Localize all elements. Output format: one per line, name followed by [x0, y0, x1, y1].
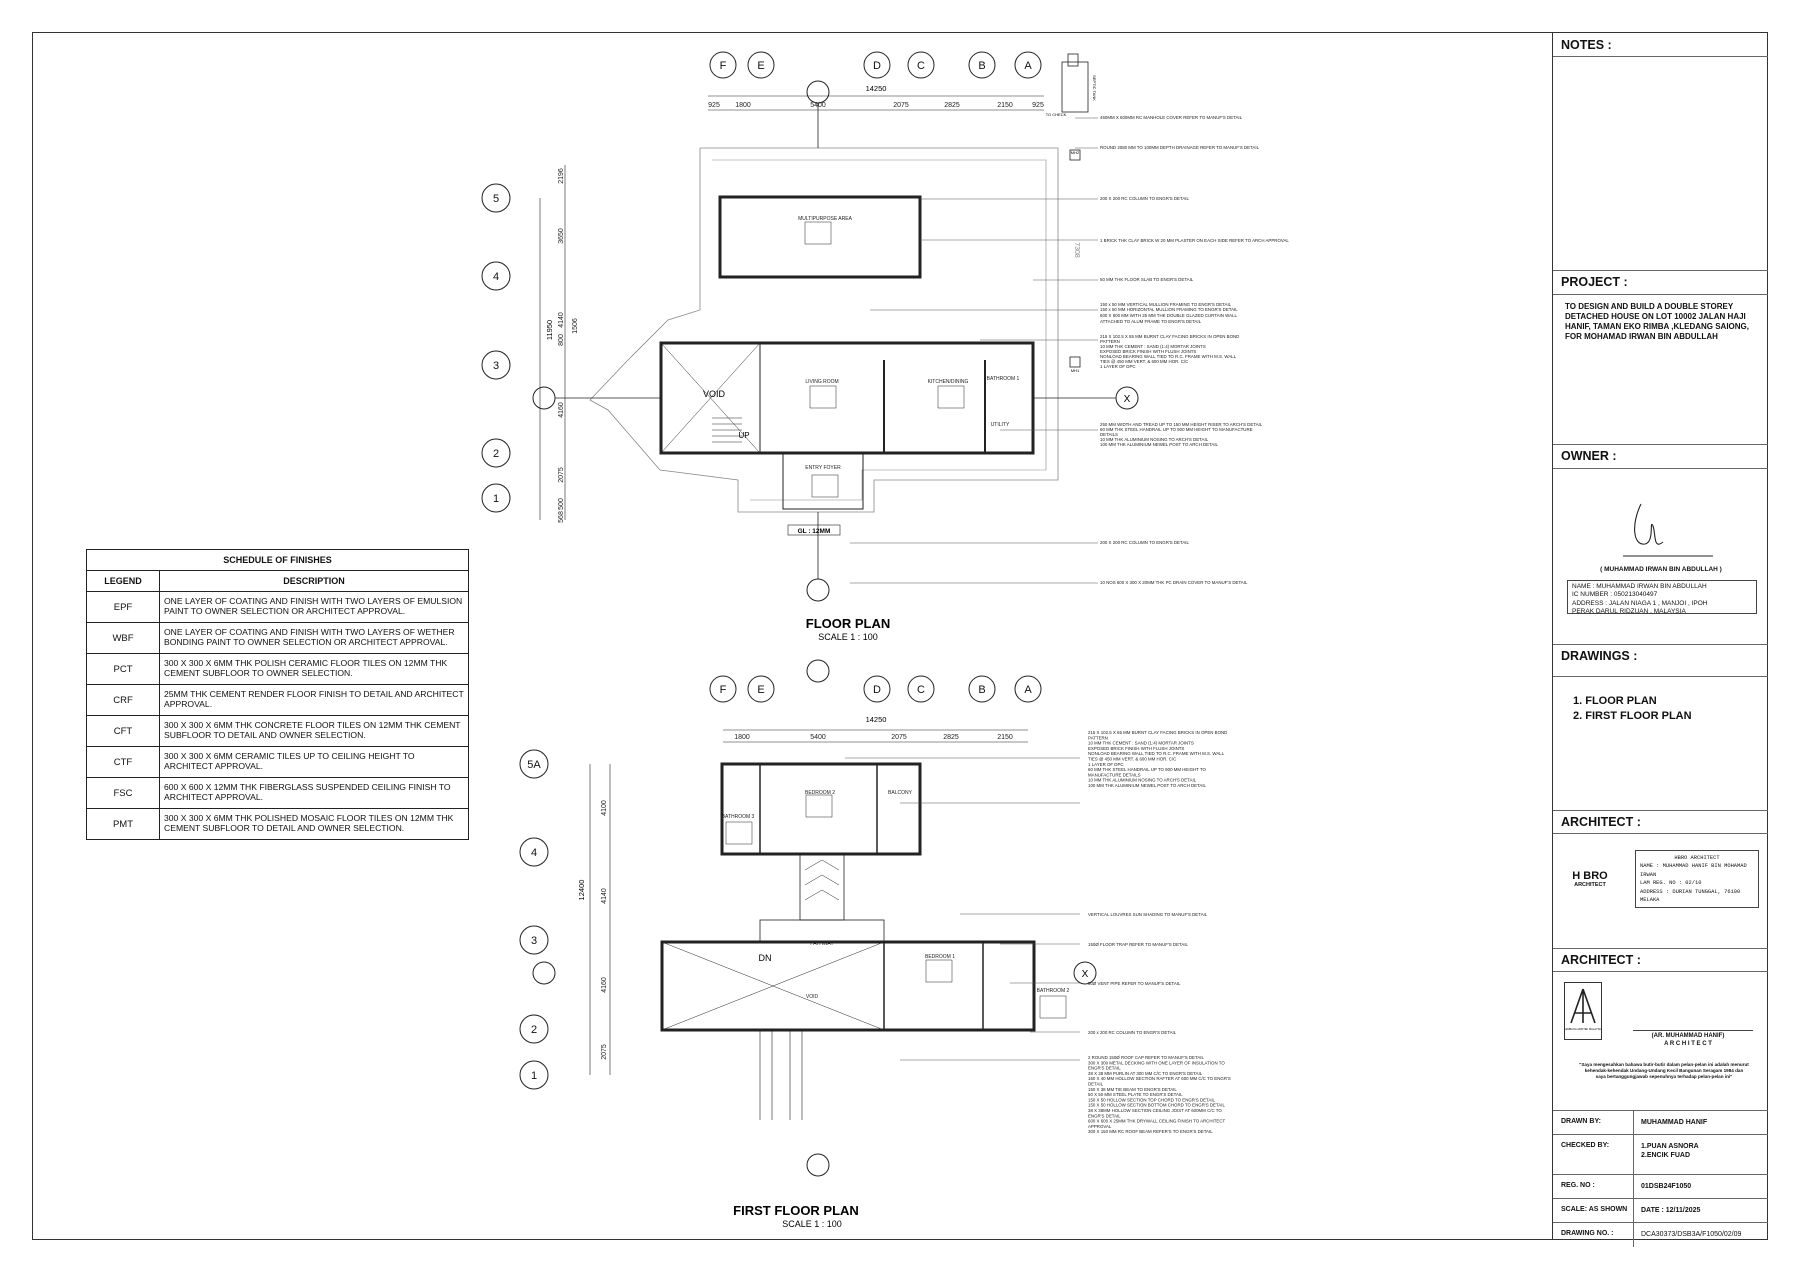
note-line: DETAILS [1100, 432, 1118, 437]
ff-dimension-label: 2075 [601, 1044, 608, 1060]
grid-column-label: E [757, 60, 765, 72]
drawn-by-row [1553, 1110, 1768, 1135]
note-line: 100 MM THK ALUMINIUM NEWEL POST TO ARCH DETAIL [1100, 442, 1219, 447]
note-line: 1 BRICK THK CLAY BRICK W 20 MM PLASTER ON EACH SIDE REFER TO ARCH APPROVAL [1100, 238, 1289, 243]
grid-column-label: B [978, 60, 986, 72]
note-line: 50 MM THK FLOOR SLAB TO ENGR'S DETAIL [1100, 277, 1194, 282]
reg-no-row [1553, 1174, 1768, 1199]
note-line: NONLOAD BEARING WALL TIED TO R.C. FRAME WITH M.S. WALL [1100, 354, 1237, 359]
drawing-no-value: DCA30373/DSB3A/F1050/02/09 [1641, 1231, 1742, 1238]
dimension-label: 925 [708, 102, 720, 109]
note-line: 10 MM THK ALUMINIUM NOSING TO ARCH'S DETAIL [1088, 777, 1197, 783]
architect-sign-title: A R C H I T E C T [1664, 1040, 1712, 1047]
note-line: ATTACHED TO ALUM FRAME TO ENGR'S DETAIL [1100, 319, 1202, 324]
room-multipurpose: MULTIPURPOSE AREA [798, 216, 852, 222]
table-row [87, 623, 469, 654]
table-row [87, 747, 469, 778]
architect-signature-block [1613, 1033, 1763, 1049]
arch-line: NAME : MUHAMMAD HANIF BIN MOHAMAD [1640, 863, 1747, 870]
ff-grid-row-label: 2 [530, 1024, 538, 1036]
checked-by-label: CHECKED BY: [1561, 1142, 1610, 1149]
owner-name: NAME : MUHAMMAD IRWAN BIN ABDULLAH [1572, 583, 1707, 590]
dimension-label: 925 [1032, 102, 1044, 109]
reg-no-label: REG. NO : [1561, 1182, 1595, 1189]
dimension-label: 800 [558, 334, 565, 346]
schedule-of-finishes [86, 549, 469, 840]
finish-desc: 300 X 300 X 6MM CERAMIC TILES UP TO CEILING HEIGHT TO ARCHITECT APPROVAL. [160, 747, 469, 778]
note-line: 300 X 150 MM RC ROOF BEAM REFER'S TO ENGR'S DETAIL [1088, 1129, 1213, 1135]
note-line: 2 ROUND 150Ø ROOF CAP REFER TO MANUF'S DETAIL [1088, 1055, 1204, 1060]
date-value: DATE : 12/11/2025 [1641, 1207, 1701, 1214]
note-line: 200 x 200 RC COLUMN TO ENGR'S DETAIL [1088, 1030, 1177, 1035]
grid-row-label: 3 [492, 360, 500, 372]
ff-section-mark-top [807, 660, 829, 682]
ff-dimension-label: 2150 [997, 734, 1013, 741]
dimension-label: 3650 [558, 228, 565, 244]
dimension-label: 4160 [558, 402, 565, 418]
note-line: 150 X 38 MM TIE BEAM TO ENGR'S DETAIL [1088, 1086, 1177, 1092]
note-line: 50 X 50 MM STEEL PLATE TO ENGR'S DETAIL [1088, 1092, 1183, 1098]
architect-brand-sub: ARCHITECT [1574, 882, 1606, 888]
architect-brand-logo [1569, 870, 1611, 888]
arch-line: MELAKA [1640, 896, 1660, 903]
note-line: 150Ø FLOOR TRAP REFER TO MANUF'S DETAIL [1088, 942, 1188, 947]
finish-desc: 300 X 300 X 6MM THK CONCRETE FLOOR TILES ON 12MM THK CEMENT SUBFLOOR TO DETAIL AND OWNER SELECTION. [160, 716, 469, 747]
project-description: TO DESIGN AND BUILD A DOUBLE STOREY DETACHED HOUSE ON LOT 10002 JALAN HAJI HANIF, TAMAN EKO RIMBA ,KLEDANG SAIONG, FOR MOHAMAD IRWAN BIN ABDULLAH [1565, 302, 1749, 341]
dimension-label: 2075 [893, 102, 909, 109]
owner-address-2: PERAK DARUL RIDZUAN , MALAYSIA [1572, 608, 1686, 616]
note-line: 150 X 50 HOLLOW SECTION TOP CHORD TO ENGR'S DETAIL [1088, 1097, 1215, 1103]
ff-dimension-label: 2075 [891, 734, 907, 741]
dimension-label: 2196 [558, 168, 565, 184]
note-line: TIES @ 450 MM VERT. & 600 MM HOR. C/C [1100, 359, 1189, 364]
finish-code: EPF [87, 592, 160, 623]
note-line: 215 X 102.5 X 65 MM BURNT CLAY FACING BRICKS IN OPEN BOND [1100, 334, 1240, 339]
section-mark-bottom [807, 579, 829, 601]
fp-overall-dim: 14250 [865, 84, 887, 93]
table-row [87, 685, 469, 716]
room-kitchen: KITCHEN/DINING [927, 379, 969, 385]
drawings-heading: DRAWINGS : [1561, 649, 1638, 663]
grid-column-label: F [719, 60, 727, 72]
dimension-label: 2825 [944, 102, 960, 109]
drawing-no-label: DRAWING NO. : [1561, 1230, 1614, 1237]
ff-room-bathroom-2: BATHROOM 2 [1036, 988, 1070, 994]
owner-heading: OWNER : [1561, 449, 1617, 463]
septic-tank-label: SEPTIC TANK [1092, 75, 1097, 101]
owner-caption: ( MUHAMMAD IRWAN BIN ABDULLAH ) [1600, 566, 1722, 573]
label-up: UP [738, 431, 750, 440]
lam-seal-logo [1564, 982, 1602, 1040]
drawings-item: 2. FIRST FLOOR PLAN [1573, 710, 1692, 723]
note-line: TIES @ 450 MM VERT. & 600 MM HOR. C/C [1088, 756, 1177, 762]
ff-grid-row-label: 1 [530, 1070, 538, 1082]
room-living: LIVING ROOM [805, 379, 839, 385]
note-line: 200 X 200 RC COLUMN TO ENGR'S DETAIL [1100, 196, 1189, 201]
grid-row-label: 4 [492, 271, 500, 283]
dimension-label: 1506 [572, 318, 579, 334]
note-line: 200 X 200 RC COLUMN TO ENGR'S DETAIL [1100, 540, 1189, 545]
note-line: APPROVAL [1088, 1123, 1112, 1129]
section-mark-top [807, 81, 829, 103]
drawings-list [1573, 694, 1692, 725]
note-line: ENGR'S DETAIL [1088, 1065, 1121, 1071]
floor-plan-scale: SCALE 1 : 100 [818, 632, 878, 642]
ff-section-mark-left [533, 962, 555, 984]
lam-text: LEMBAGA ARKITEK MALAYSIA [1565, 1028, 1601, 1031]
ff-room-bedroom-2: BEDROOM 2 [804, 790, 836, 796]
table-row [87, 778, 469, 809]
ff-grid-row-label: 4 [530, 847, 538, 859]
ff-grid-column-label: D [873, 684, 881, 696]
dimension-label: 5400 [810, 102, 826, 109]
fp-right-dim: 7308 [1073, 242, 1080, 258]
grid-column-label: A [1024, 60, 1032, 72]
grid-row-label: 1 [492, 493, 500, 505]
note-line: 150 x 50 MM HORIZONTAL MULLION FRAMING TO ENGR'S DETAIL [1100, 307, 1238, 312]
finish-code: PCT [87, 654, 160, 685]
note-line: MANUFACTURE DETAILS [1088, 772, 1141, 778]
title-block [1552, 32, 1768, 1240]
first-floor-plan-scale: SCALE 1 : 100 [782, 1219, 842, 1229]
finish-desc: 300 X 300 X 6MM THK POLISHED MOSAIC FLOOR TILES ON 12MM THK CEMENT SUBFLOOR TO DETAIL AND OWNER SELECTION. [160, 809, 469, 840]
room-utility: UTILITY [990, 422, 1010, 428]
ff-grid-column-label: E [757, 684, 765, 696]
finish-desc: 600 X 600 X 12MM THK FIBERGLASS SUSPENDED CEILING FINISH TO ARCHITECT APPROVAL. [160, 778, 469, 809]
ground-level-tag: GL : 12MM [797, 528, 831, 535]
architect-sign-name: (AR. MUHAMMAD HANIF) [1651, 1033, 1725, 1039]
arch-line: HBRO ARCHITECT [1674, 855, 1720, 861]
note-line: VERTICAL LOUVRES SUN SHADING TO MANUF'S DETAIL [1088, 912, 1208, 917]
drawing-no-row [1553, 1222, 1768, 1247]
note-line: PATTERN [1100, 339, 1120, 344]
notes-heading: NOTES : [1561, 38, 1612, 52]
room-bathroom-1: BATHROOM 1 [986, 376, 1020, 382]
first-floor-plan-title: FIRST FLOOR PLAN [733, 1203, 859, 1218]
note-line: PATTERN [1088, 735, 1108, 741]
ff-dimension-label: 4160 [601, 977, 608, 993]
checked-by-2: 2.ENCIK FUAD [1641, 1152, 1691, 1160]
finish-desc: ONE LAYER OF COATING AND FINISH WITH TWO LAYERS OF EMULSION PAINT TO OWNER SELECTION OR ARCHITECT APPROVAL. [160, 592, 469, 623]
ff-room-pathway: PATHWAY [810, 941, 834, 947]
grid-column-label: D [873, 60, 881, 72]
note-line: 10 MM THK CEMENT : SAND (1:4) MORTAR JOINTS [1100, 344, 1206, 349]
ff-label-dn: DN [758, 953, 772, 963]
ff-dimension-label: 5400 [810, 734, 826, 741]
note-line: 10 NOS 600 X 300 X 20MM THK PC DRAIN COVER TO MANUF'S DETAIL [1100, 580, 1248, 585]
finish-code: PMT [87, 809, 160, 840]
schedule-col-description: DESCRIPTION [160, 571, 469, 592]
note-line: 60 MM THK STEEL HANDRAIL UP TO 900 MM HEIGHT TO MANUFACTURE [1100, 427, 1253, 432]
finish-code: CTF [87, 747, 160, 778]
architect-heading-2: ARCHITECT : [1561, 953, 1641, 967]
arch-line: ADDRESS : DURIAN TUNGGAL, 76100 [1640, 888, 1741, 895]
mh1-label: MH1 [1070, 368, 1080, 373]
note-line: 150 X 40 MM HOLLOW SECTION RAFTER AT 600 MM C/C TO ENGR'S [1088, 1076, 1231, 1082]
ff-dimension-label: 2825 [943, 734, 959, 741]
schedule-col-legend: LEGEND [87, 571, 160, 592]
architect-details [1635, 850, 1759, 908]
dimension-label: 568 [558, 511, 565, 523]
ff-grid-column-label: F [719, 684, 727, 696]
checked-by-value [1641, 1142, 1699, 1161]
note-line: 100 MM THK ALUMINIUM NEWEL POST TO ARCH DETAIL [1088, 783, 1207, 788]
floor-plan-title: FLOOR PLAN [805, 616, 891, 631]
section-mark-left [533, 387, 555, 409]
label-void: VOID [702, 389, 726, 399]
note-line: ENGR'S DETAIL [1088, 1113, 1121, 1119]
note-line: 10 MM THK CEMENT : SAND (1:4) MORTAR JOINTS [1088, 740, 1194, 746]
ff-section-x-label: X [1081, 969, 1089, 980]
drawn-by-label: DRAWN BY: [1561, 1118, 1601, 1125]
note-line: DETAIL [1088, 1081, 1104, 1087]
note-line: 450MM X 600MM RC MANHOLE COVER REFER TO MANUF'S DETAIL [1100, 115, 1243, 120]
note-line: 60 MM THK STEEL HANDRAIL UP TO 900 MM HEIGHT TO [1088, 767, 1206, 773]
ff-grid-row-label: 3 [530, 935, 538, 947]
mh2-label: MH2 [1070, 150, 1080, 155]
scale-label: SCALE: AS SHOWN [1561, 1206, 1628, 1213]
ff-left-total-dim: 12400 [577, 879, 586, 901]
note-line: EXPOSED BRICK FINISH WITH FLUSH JOINTS [1100, 349, 1197, 354]
dimension-label: 4140 [558, 312, 565, 328]
ff-dimension-label: 1800 [734, 734, 750, 741]
section-x-label: X [1123, 394, 1131, 405]
fp-left-total-dim: 11950 [545, 319, 554, 341]
finish-code: WBF [87, 623, 160, 654]
note-line: EXPOSED BRICK FINISH WITH FLUSH JOINTS [1088, 745, 1185, 751]
first-floor-grid-rows [520, 750, 548, 1089]
note-line: 300 X 300 METAL DECKING WITH ONE LAYER OF INSULATION TO [1088, 1060, 1225, 1066]
dimension-label: 2075 [558, 467, 565, 483]
project-heading: PROJECT : [1561, 275, 1628, 289]
dimension-label: 2150 [997, 102, 1013, 109]
scale-date-row [1553, 1198, 1768, 1223]
note-line: 215 X 102.5 X 65 MM BURNT CLAY FACING BRICKS IN OPEN BOND [1088, 730, 1228, 735]
note-line: 1 LAYER OF DPC [1088, 761, 1124, 767]
grid-column-label: C [917, 60, 925, 72]
ff-label-void: VOID [805, 994, 819, 1000]
note-line: 150 X 50 HOLLOW SECTION BOTTOM CHORD TO ENGR'S DETAIL [1088, 1102, 1225, 1108]
architect-heading: ARCHITECT : [1561, 815, 1641, 829]
owner-address-1: ADDRESS : JALAN NIAGA 1 , MANJOI , IPOH [1572, 599, 1708, 607]
grid-row-label: 2 [492, 448, 500, 460]
checked-by-row [1553, 1134, 1768, 1175]
note-line: 50Ø VENT PIPE REFER TO MANUF'S DETAIL [1088, 981, 1181, 986]
ff-room-balcony: BALCONY [888, 790, 912, 796]
ff-dimension-label: 4100 [601, 800, 608, 816]
note-line: 250 MM WIDTH AND TREAD UP TO 150 MM HEIGHT RISER TO ARCH'S DETAIL [1100, 422, 1263, 427]
dimension-label: 1800 [735, 102, 751, 109]
note-line: 38 X 38 MM PURLIN AT 300 MM C/C TO ENGR'S DETAIL [1088, 1070, 1203, 1076]
note-line: ROUND 2080 MM TO 100MM DEPTH DRAINAGE REFER TO MANUF'S DETAIL [1100, 145, 1260, 150]
arch-line: LAM REG. NO : 02/10 [1640, 880, 1702, 887]
finish-code: CRF [87, 685, 160, 716]
ff-grid-row-label: 5A [527, 759, 541, 771]
finish-code: FSC [87, 778, 160, 809]
note-line: 38 X 38MM HOLLOW SECTION CEILING JOIST AT 600MM C/C TO [1088, 1108, 1222, 1113]
note-line: 600 X 600 X 25MM THK DRYWALL CEILING FINISH TO ARCHITECT [1088, 1118, 1226, 1124]
ff-overall-dim: 14250 [865, 715, 887, 724]
note-line: NONLOAD BEARING WALL TIED TO R.C. FRAME WITH M.S. WALL [1088, 751, 1225, 757]
ff-grid-column-label: A [1024, 684, 1032, 696]
ff-grid-column-label: C [917, 684, 925, 696]
room-entry-foyer: ENTRY FOYER [805, 465, 841, 471]
table-row [87, 809, 469, 840]
ff-grid-column-label: B [978, 684, 986, 696]
floor-plan-grid-rows [482, 184, 510, 512]
architect-declaration: "Saya mengesahkan bahawa butir-butir dalam pelan-pelan ini adalah menurut kehendak-kehendak Undang-Undang Kecil Bangunan Seragam 1984 dan saya bertanggungjawab sepenuhnya terhadap pelan-pelan ini" [1579, 1062, 1749, 1079]
checked-by-1: 1.PUAN ASNORA [1641, 1143, 1699, 1150]
note-line: 1 LAYER OF DPC [1100, 364, 1136, 369]
ff-room-bedroom-1: BEDROOM 1 [924, 954, 956, 960]
finish-code: CFT [87, 716, 160, 747]
dimension-label: 500 [558, 498, 565, 510]
finish-desc: 300 X 300 X 6MM THK POLISH CERAMIC FLOOR TILES ON 12MM THK CEMENT SUBFLOOR TO OWNER SELECTION. [160, 654, 469, 685]
owner-signature [1593, 484, 1733, 564]
reg-no-value: 01DSB24F1050 [1641, 1183, 1692, 1190]
drawings-item: 1. FLOOR PLAN [1573, 695, 1657, 707]
table-row [87, 716, 469, 747]
owner-details [1567, 580, 1757, 614]
ff-dimension-label: 4140 [601, 888, 608, 904]
note-line: 10 MM THK ALUMINIUM NOSING TO ARCH'S DETAIL [1100, 437, 1209, 442]
finish-desc: ONE LAYER OF COATING AND FINISH WITH TWO LAYERS OF WETHER BONDING PAINT TO OWNER SELECTION OR ARCHITECT APPROVAL. [160, 623, 469, 654]
arch-line: IRWAN [1640, 871, 1657, 878]
note-line: 150 x 50 MM VERTICAL MULLION FRAMING TO ENGR'S DETAIL [1100, 302, 1232, 307]
note-line: 600 X 600 MM WITH 25 MM THK DOUBLE GLAZED CURTAIN WALL [1100, 313, 1237, 318]
drawn-by-value: MUHAMMAD HANIF [1641, 1119, 1708, 1126]
ff-section-mark-bottom [807, 1154, 829, 1176]
ff-room-bathroom-3: BATHROOM 3 [721, 814, 755, 820]
owner-ic: IC NUMBER : 050213040497 [1572, 591, 1658, 599]
schedule-title: SCHEDULE OF FINISHES [87, 550, 469, 571]
architect-brand-name: H BRO [1572, 870, 1608, 882]
table-row [87, 654, 469, 685]
table-row [87, 592, 469, 623]
grid-row-label: 5 [492, 193, 500, 205]
to-check-label: TO CHECK [1045, 112, 1067, 117]
finish-desc: 25MM THK CEMENT RENDER FLOOR FINISH TO DETAIL AND ARCHITECT APPROVAL. [160, 685, 469, 716]
